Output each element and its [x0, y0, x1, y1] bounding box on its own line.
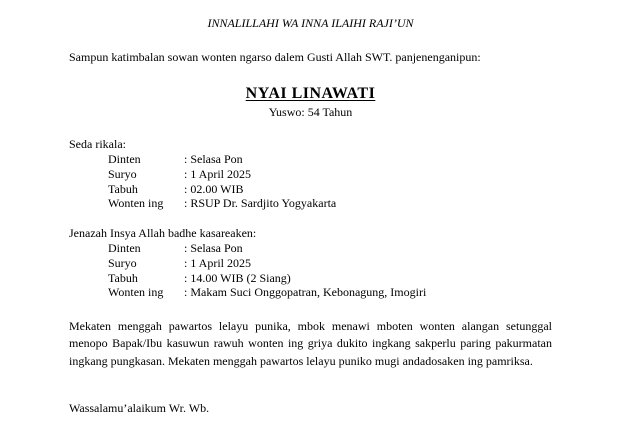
intro-text: Sampun katimbalan sowan wonten ngarso dalem Gusti Allah SWT. panjenenganipun: [69, 50, 481, 64]
deceased-name-text: NYAI LINAWATI [245, 85, 376, 102]
burial-day-value: : Selasa Pon [184, 241, 243, 255]
burial-time-label: Tabuh [108, 270, 138, 285]
burial-section-title: Jenazah Insya Allah badhe kasareaken: [69, 226, 257, 240]
death-section-title: Seda rikala: [69, 137, 126, 151]
burial-date-value: : 1 April 2025 [184, 255, 252, 270]
burial-time-value: : 14.00 WIB (2 Siang) [184, 270, 291, 285]
closing-greeting: Wassalamu’alaikum Wr. Wb. [69, 401, 210, 415]
death-day-value: : Selasa Pon [184, 152, 243, 166]
death-date-label: Suryo [108, 166, 137, 181]
burial-day-label: Dinten [108, 241, 141, 255]
deceased-age: Yuswo: 54 Tahun [268, 105, 353, 119]
burial-place-label: Wonten ing [108, 285, 164, 300]
announcement-paragraph: Mekaten menggah pawartos lelayu punika, mbok menawi mboten wonten alangan setunggal menopo Bapak/Ibu kasuwun rawuh wonten ing griya dukito ingkang sakperlu paring pakurmatan ingkang pungkasan. Mekaten menggah pawartos lelayu puniko mugi andadosaken ing pamriksa. [69, 319, 552, 368]
burial-place-value: : Makam Suci Onggopatran, Kebonagung, Imogiri [184, 285, 427, 300]
burial-date-label: Suryo [108, 255, 137, 270]
death-time-value: : 02.00 WIB [184, 181, 244, 196]
death-place-label: Wonten ing [108, 196, 164, 211]
deceased-name [0, 84, 621, 104]
death-time-label: Tabuh [108, 181, 138, 196]
death-day-label: Dinten [108, 152, 141, 166]
death-date-value: : 1 April 2025 [184, 166, 252, 181]
death-place-value: : RSUP Dr. Sardjito Yogyakarta [184, 196, 337, 211]
header-title: INNALILLAHI WA INNA ILAIHI RAJI’UN [207, 16, 414, 30]
